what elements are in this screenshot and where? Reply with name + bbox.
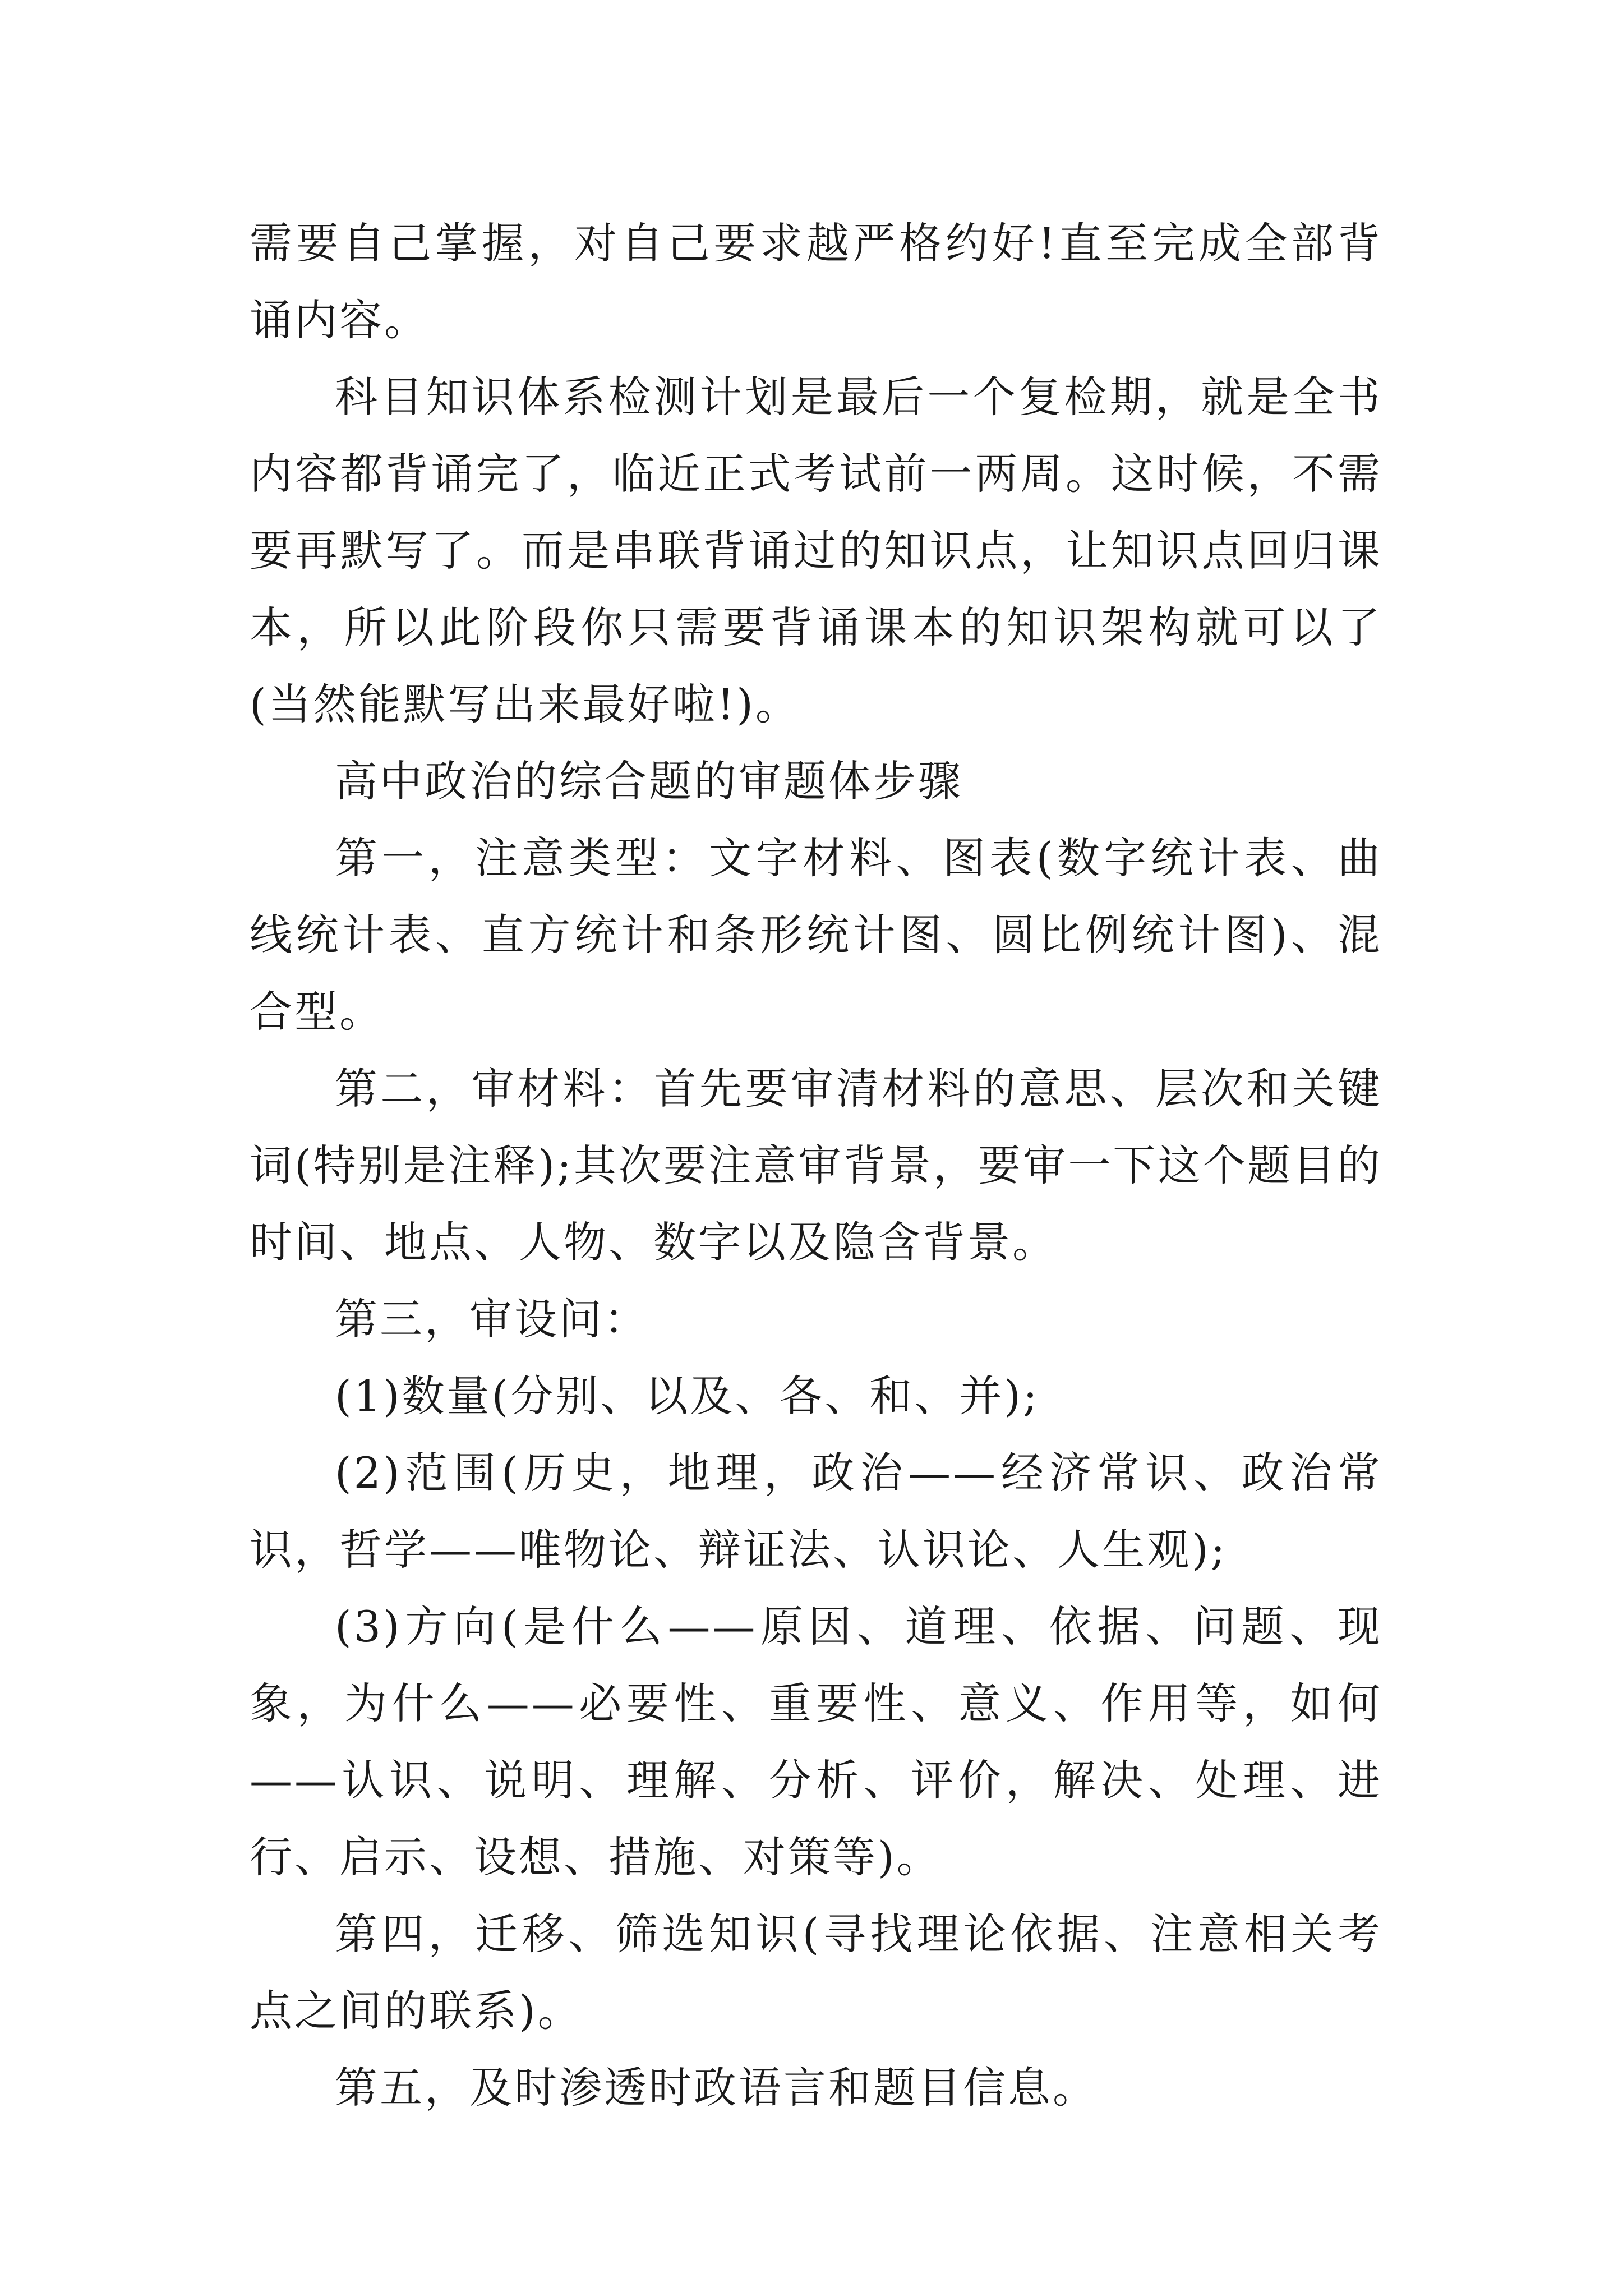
step-1: 第一，注意类型：文字材料、图表(数字统计表、曲线统计表、直方统计和条形统计图、圆比例统计图)、混合型。 bbox=[250, 833, 1382, 1037]
step-5: 第五，及时渗透时政语言和题目信息。 bbox=[335, 2063, 1098, 2113]
section-heading: 高中政治的综合题的审题体步骤 bbox=[335, 756, 963, 806]
paragraph-2: 科目知识体系检测计划是最后一个复检期，就是全书内容都背诵完了，临近正式考试前一两周。这时候，不需要再默写了。而是串联背诵过的知识点，让知识点回归课本，所以此阶段你只需要背诵课本的知识架构就可以了(当然能默写出来最好啦!)。 bbox=[250, 372, 1382, 729]
paragraph-1: 需要自己掌握，对自己要求越严格约好!直至完成全部背诵内容。 bbox=[250, 218, 1382, 345]
step-3-item-1: (1)数量(分别、以及、各、和、并); bbox=[335, 1371, 1040, 1421]
step-3: 第三，审设问： bbox=[335, 1294, 649, 1344]
step-3-item-3: (3)方向(是什么——原因、道理、依据、问题、现象，为什么——必要性、重要性、意义、作用等，如何——认识、说明、理解、分析、评价，解决、处理、进行、启示、设想、措施、对策等)。 bbox=[250, 1602, 1382, 1882]
document-body bbox=[250, 205, 1382, 2126]
step-2: 第二，审材料：首先要审清材料的意思、层次和关键词(特别是注释);其次要注意审背景，要审一下这个题目的时间、地点、人物、数字以及隐含背景。 bbox=[250, 1064, 1382, 1267]
step-4: 第四，迁移、筛选知识(寻找理论依据、注意相关考点之间的联系)。 bbox=[250, 1909, 1382, 2036]
step-3-item-2: (2)范围(历史，地理，政治——经济常识、政治常识，哲学——唯物论、辩证法、认识论、人生观); bbox=[250, 1448, 1382, 1575]
